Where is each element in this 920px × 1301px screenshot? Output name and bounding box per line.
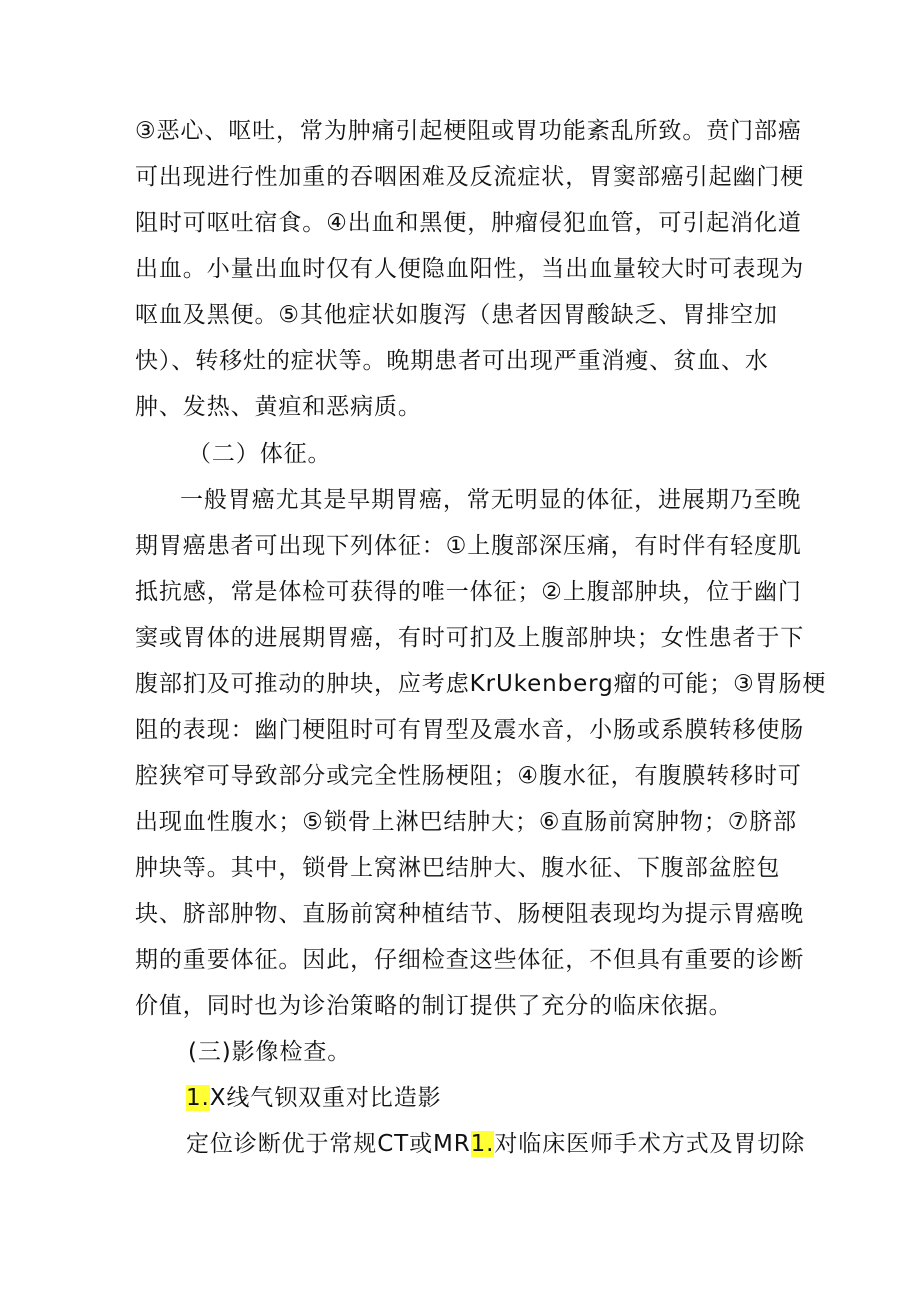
text-line: 腔狭窄可导致部分或完全性肠梗阻；④腹水征，有腹膜转移时可 (135, 763, 802, 789)
text-line: 呕血及黑便。⑤其他症状如腹泻（患者因胃酸缺乏、胃排空加 (135, 302, 778, 328)
text-line: 期胃癌患者可出现下列体征：①上腹部深压痛，有时伴有轻度肌 (135, 533, 802, 559)
highlighted-number: 1. (470, 1131, 495, 1157)
section-heading: (三)影像检查。 (188, 1039, 352, 1065)
text-line: 出血。小量出血时仅有人便隐血阳性，当出血量较大时可表现为 (135, 256, 805, 282)
text-line: 阻的表现：幽门梗阻时可有胃型及震水音，小肠或系膜转移使肠 (135, 717, 805, 743)
text-line: 快）、转移灶的症状等。晚期患者可出现严重消瘦、贫血、水 (135, 348, 769, 374)
text-segment: 定位诊断优于常规CT或MR (186, 1131, 471, 1157)
text-line: 肿、发热、黄疸和恶病质。 (135, 394, 422, 420)
text-line: 价值，同时也为诊治策略的制订提供了充分的临床依据。 (135, 993, 733, 1019)
text-line: 腹部扪及可推动的肿块，应考虑KrUkenberg瘤的可能；③胃肠梗 (135, 671, 827, 697)
text-line: 阻时可呕吐宿食。④出血和黑便，肿瘤侵犯血管，可引起消化道 (135, 210, 802, 236)
text-segment: 对临床医师手术方式及胃切除 (494, 1131, 806, 1157)
subsection-heading-text: X线气钡双重对比造影 (209, 1085, 442, 1111)
text-line: 块、脐部肿物、直肠前窝种植结节、肠梗阻表现均为提示胃癌晚 (135, 901, 805, 927)
text-line: ③恶心、呕吐，常为肿痛引起梗阻或胃功能紊乱所致。贲门部癌 (135, 118, 802, 144)
text-line: 一般胃癌尤其是早期胃癌，常无明显的体征，进展期乃至晚 (180, 487, 802, 513)
highlighted-number: 1. (186, 1085, 210, 1111)
section-heading: （二）体征。 (188, 441, 332, 467)
text-line: 窦或胃体的进展期胃癌，有时可扪及上腹部肿块；女性患者于下 (135, 625, 805, 651)
text-line: 抵抗感，常是体检可获得的唯一体征；②上腹部肿块，位于幽门 (135, 579, 802, 605)
text-line: 可出现进行性加重的吞咽困难及反流症状，胃窦部癌引起幽门梗 (135, 164, 805, 190)
text-line: 期的重要体征。因此，仔细检查这些体征，不但具有重要的诊断 (135, 947, 805, 973)
text-line: 肿块等。其中，锁骨上窝淋巴结肿大、腹水征、下腹部盆腔包 (135, 855, 781, 881)
text-line (186, 1121, 805, 1167)
subsection-heading (186, 1075, 442, 1121)
text-line: 出现血性腹水；⑤锁骨上淋巴结肿大；⑥直肠前窝肿物；⑦脐部 (135, 809, 798, 835)
